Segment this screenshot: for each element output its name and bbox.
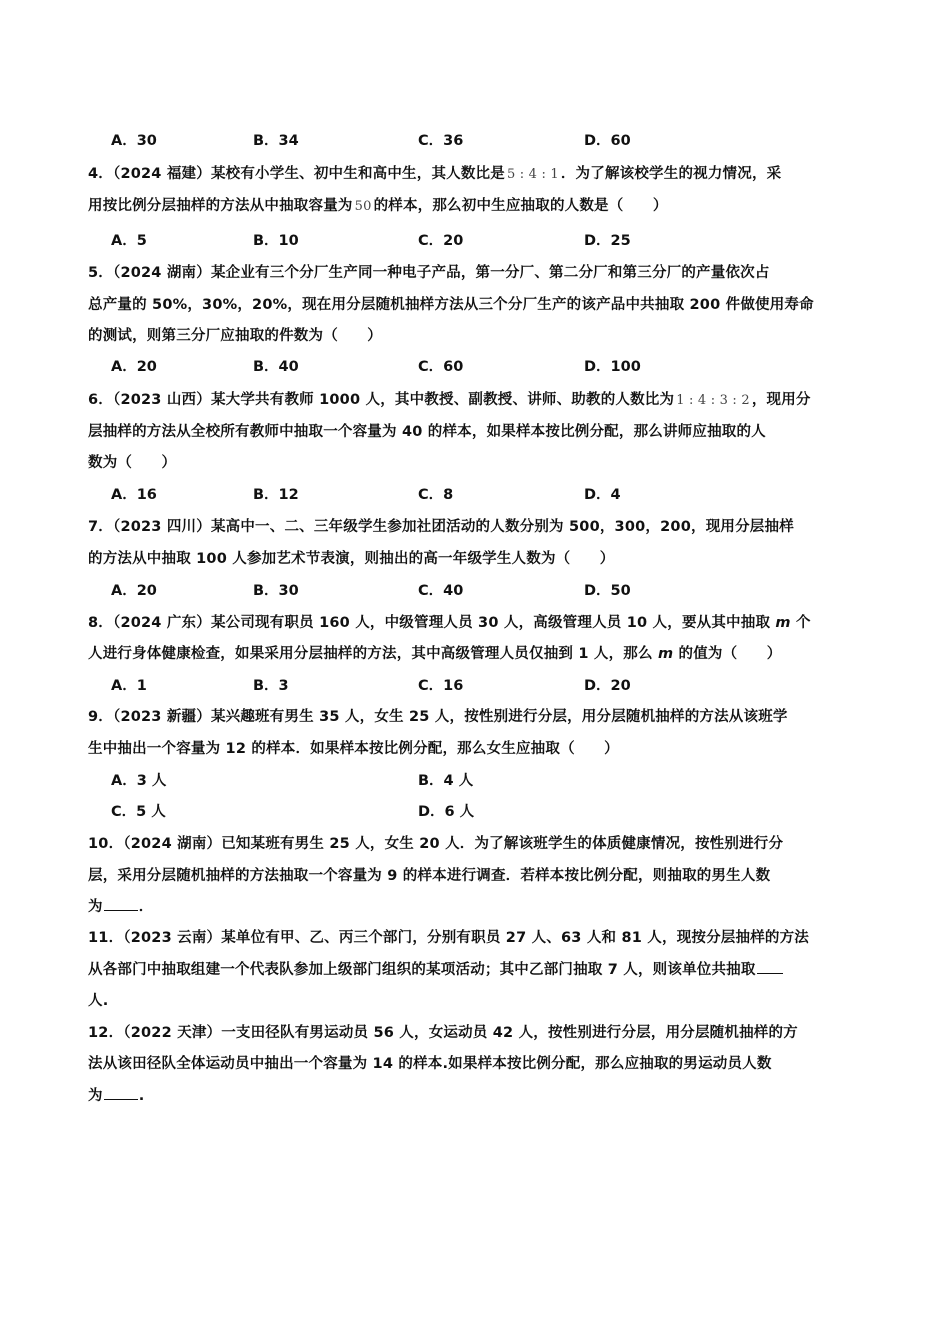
q7-option-c: C．40 [418,583,464,599]
q9-option-d: D．6 人 [418,804,475,820]
q9-line-2: 生中抽出一个容量为 12 的样本．如果样本按比例分配，那么女生应抽取（ ） [88,741,619,757]
q12-line-1: 12．（2022 天津）一支田径队有男运动员 56 人，女运动员 42 人，按性别进行分层，用分层随机抽样的方 [88,1025,798,1041]
q10-line-1: 10．（2024 湖南）已知某班有男生 25 人，女生 20 人．为了解该班学生的体质健康情况，按性别进行分 [88,836,784,852]
q8-option-b: B．3 [253,678,289,694]
q8-line-2 [88,642,781,663]
q10-line-3 [88,895,153,916]
q12-text-3-end: . [138,1088,145,1104]
q8-variable-m-2: m [657,646,674,662]
q10-line-2: 层，采用分层随机抽样的方法抽取一个容量为 9 的样本进行调查．若样本按比例分配，则抽取的男生人数 [88,868,771,884]
q8-variable-m: m [775,615,791,631]
q11-line-3: 人. [88,993,109,1009]
q7-option-a: A．20 [111,583,157,599]
q9-line-1: 9．（2023 新疆）某兴趣班有男生 35 人，女生 25 人，按性别进行分层，用分层随机抽样的方法从该班学 [88,709,788,725]
q6-line-3: 数为（ ） [88,455,177,471]
q9-option-c: C．5 人 [111,804,166,820]
q6-line-1 [88,388,811,409]
q6-option-c: C．8 [418,487,454,503]
q9-option-b: B．4 人 [418,773,474,789]
q4-text-2-cont: 的样本，那么初中生应抽取的人数是（ ） [373,198,668,214]
q5-line-3: 的测试，则第三分厂应抽取的件数为（ ） [88,328,382,344]
q11-answer-blank[interactable] [757,961,783,974]
q7-line-2: 的方法从中抽取 100 人参加艺术节表演，则抽出的高一年级学生人数为（ ） [88,551,615,567]
q7-option-d: D．50 [584,583,631,599]
q10-text-3-end: ． [138,899,154,915]
q8-text-2-cont: 的值为（ ） [673,646,782,662]
q12-answer-blank[interactable] [104,1087,138,1100]
q8-option-a: A．1 [111,678,147,694]
q4-text-cont: ．为了解该校学生的视力情况，采 [560,166,782,182]
q4-text-2: 用按比例分层抽样的方法从中抽取容量为 [88,198,353,214]
q6-option-d: D．4 [584,487,621,503]
q10-answer-blank[interactable] [104,898,138,911]
q8-text-cont: 个 [790,615,811,631]
q7-option-b: B．30 [253,583,299,599]
q5-option-b: B．40 [253,359,299,375]
q4-option-b: B．10 [253,233,299,249]
q3-option-a: A．30 [111,133,157,149]
q4-ratio: 5 : 4 : 1 [506,167,559,182]
q6-text: 6．（2023 山西）某大学共有教师 1000 人，其中教授、副教授、讲师、助教的人数比为 [88,392,675,408]
q8-option-d: D．20 [584,678,631,694]
q8-text: 8．（2024 广东）某公司现有职员 160 人，中级管理人员 30 人，高级管理人员 10 人，要从其中抽取 [88,615,776,631]
q5-option-a: A．20 [111,359,157,375]
q5-option-c: C．60 [418,359,464,375]
q9-option-a: A．3 人 [111,773,167,789]
q5-line-2: 总产量的 50%，30%，20%，现在用分层随机抽样方法从三个分厂生产的该产品中共抽取 200 件做使用寿命 [88,297,814,313]
q4-option-c: C．20 [418,233,464,249]
q5-line-1: 5．（2024 湖南）某企业有三个分厂生产同一种电子产品，第一分厂、第二分厂和第三分厂的产量依次占 [88,265,770,281]
q4-line-2 [88,194,668,215]
q5-option-d: D．100 [584,359,641,375]
q12-text-3: 为 [88,1088,103,1104]
q4-line-1 [88,162,781,183]
q12-line-2: 法从该田径队全体运动员中抽出一个容量为 14 的样本.如果样本按比例分配，那么应抽取的男运动员人数 [88,1056,772,1072]
q4-text: 4．（2024 福建）某校有小学生、初中生和高中生，其人数比是 [88,166,505,182]
q8-text-2: 人进行身体健康检查，如果采用分层抽样的方法，其中高级管理人员仅抽到 1 人，那么 [88,646,658,662]
q8-option-c: C．16 [418,678,464,694]
q6-line-2: 层抽样的方法从全校所有教师中抽取一个容量为 40 的样本，如果样本按比例分配，那么讲师应抽取的人 [88,424,766,440]
q7-line-1: 7．（2023 四川）某高中一、二、三年级学生参加社团活动的人数分别为 500，300，200，现用分层抽样 [88,519,794,535]
q6-option-a: A．16 [111,487,157,503]
q6-text-cont: ，现用分 [751,392,811,408]
q3-option-d: D．60 [584,133,631,149]
q3-option-c: C．36 [418,133,464,149]
q8-line-1 [88,611,811,632]
q11-line-1: 11．（2023 云南）某单位有甲、乙、丙三个部门，分别有职员 27 人、63 人和 81 人，现按分层抽样的方法 [88,930,810,946]
q12-line-3 [88,1084,144,1105]
q6-option-b: B．12 [253,487,299,503]
q11-text-2: 从各部门中抽取组建一个代表队参加上级部门组织的某项活动；其中乙部门抽取 7 人，则该单位共抽取 [88,962,756,978]
q4-option-d: D．25 [584,233,631,249]
q6-ratio: 1 : 4 : 3 : 2 [676,393,750,408]
q4-sample-size: 50 [354,199,372,214]
q4-option-a: A．5 [111,233,147,249]
q10-text-3: 为 [88,899,103,915]
q3-option-b: B．34 [253,133,299,149]
q11-line-2 [88,958,784,979]
